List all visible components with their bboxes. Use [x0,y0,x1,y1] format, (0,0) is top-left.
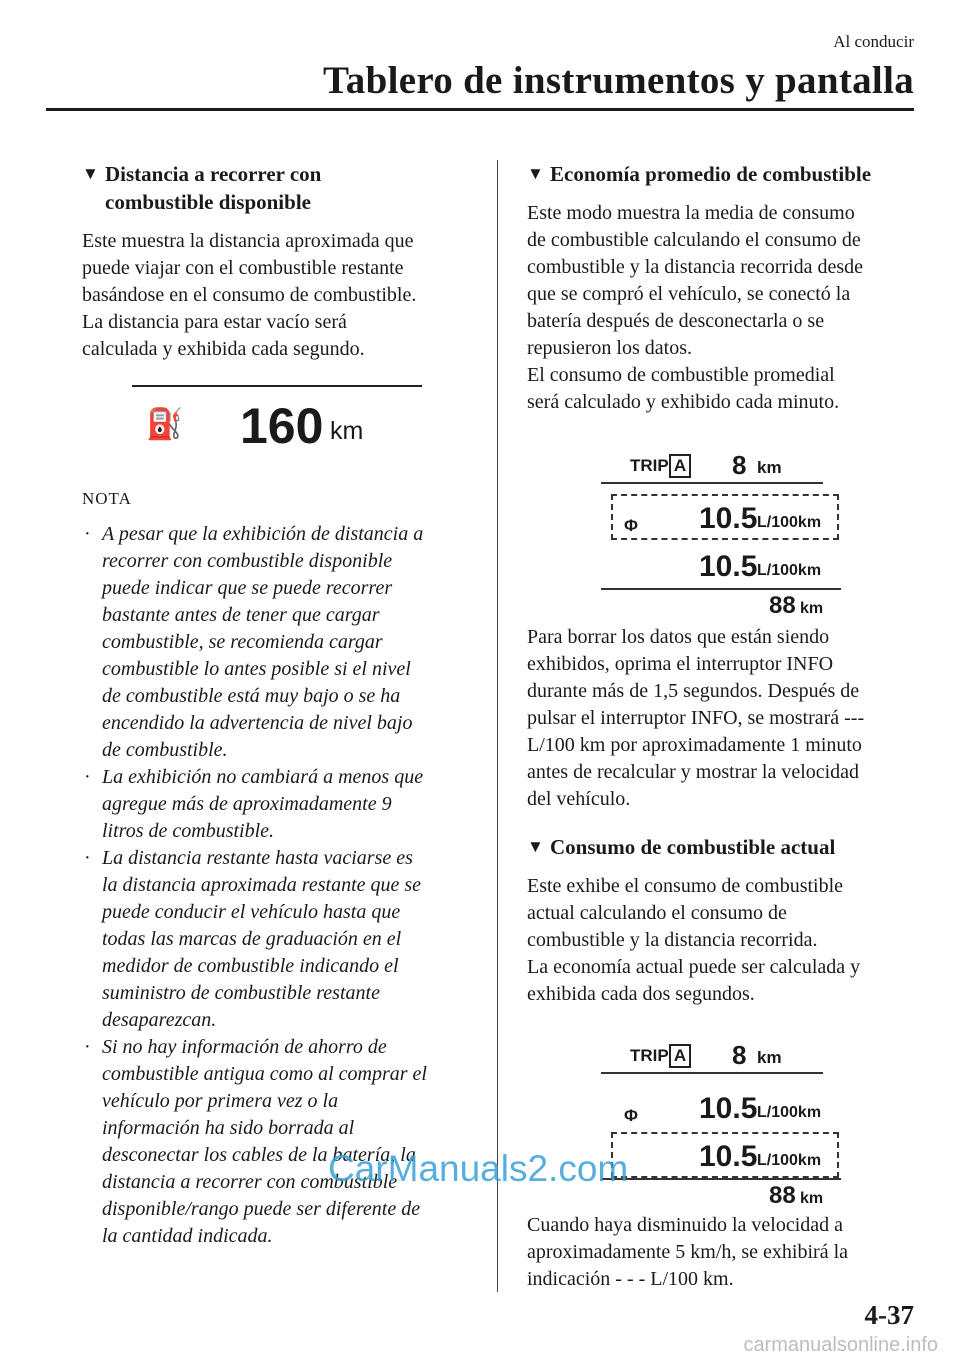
distance-value: 160 [240,398,324,454]
text-line: Este modo muestra la media de consumo [527,202,855,224]
current-value: 10.5 [699,1140,758,1173]
nota-bullet [82,521,474,764]
section-heading-current [527,833,917,861]
text-line: Este exhibe el consumo de combustible [527,875,844,897]
watermark: CarManuals2.com [328,1148,629,1189]
text-line: de combustible está muy bajo o se ha [102,685,401,707]
triangle-down-icon: ▼ [82,164,99,183]
text-line: combustible lo antes posible si el nivel [102,658,411,680]
text-line: encendido la advertencia de nivel bajo [102,712,413,734]
display-rule [601,1178,841,1180]
text-line: desaparezcan. [102,1009,217,1031]
average-paragraph [527,200,917,416]
text-line: antes de recalcular y mostrar la velocidad [527,761,860,783]
text-line: agregue más de aproximadamente 9 [102,793,392,815]
text-line: A pesar que la exhibición de distancia a [102,523,424,545]
text-line: distancia a recorrer con combustible [102,1171,398,1193]
text-line: exhibida cada dos segundos. [527,983,755,1005]
text-line: indicación - - - L/100 km. [527,1268,734,1290]
text-line: puede indicar que se puede recorrer [102,577,393,599]
bullet-dot: · [84,1036,91,1058]
text-line: exhibidos, oprima el interruptor INFO [527,653,834,675]
text-line: Este muestra la distancia aproximada que [82,230,414,252]
current-unit: L/100km [757,1152,822,1169]
text-line: La distancia restante hasta vaciarse es [102,847,413,869]
intro-paragraph [82,228,474,363]
heading-text: Consumo de combustible actual [550,835,836,859]
trip-value: 88 [769,1182,796,1209]
text-line: combustible y la distancia recorrida. [527,929,818,951]
figure-rule [132,385,422,387]
odo-unit: km [757,1048,782,1067]
text-line: del vehículo. [527,788,631,810]
text-line: pulsar el interruptor INFO, se mostrará --- [527,707,865,729]
fuel-pump-icon: ⛽ [146,407,184,442]
text-line: litros de combustible. [102,820,275,842]
text-line: de combustible calculando el consumo de [527,229,861,251]
trip-label: TRIP [630,456,669,475]
text-line: que se compró el vehículo, se conectó la [527,283,851,305]
section-heading-distance [82,160,474,216]
text-line: recorrer con combustible disponible [102,550,393,572]
text-line: la distancia aproximada restante que se [102,874,422,896]
text-line: La economía actual puede ser calculada y [527,956,861,978]
triangle-down-icon: ▼ [527,164,544,183]
current-paragraph [527,873,917,1008]
text-line: combustible y la distancia recorrida desde [527,256,863,278]
average-unit: L/100km [757,514,822,531]
distance-figure [82,385,474,475]
heading-line: combustible disponible [105,190,311,214]
text-line: calculada y exhibida cada segundo. [82,338,365,360]
average-unit: L/100km [757,1104,822,1121]
text-line: desconectar los cables de la batería, la [102,1144,416,1166]
nota-bullets [82,521,474,1250]
text-line: será calculado y exhibido cada minuto. [527,391,840,413]
section-label: Al conducir [833,32,914,51]
trip-letter: A [669,1044,691,1068]
text-line: L/100 km por aproximadamente 1 minuto [527,734,862,756]
odo-value: 8 [732,1040,747,1070]
text-line: La distancia para estar vacío será [82,311,347,333]
current-unit: L/100km [757,562,822,579]
display-rule [601,588,841,590]
page-number: 4-37 [864,1300,914,1330]
nota-label: NOTA [82,489,132,508]
text-line: El consumo de combustible promedial [527,364,835,386]
current-value: 10.5 [699,550,758,583]
odo-unit: km [757,458,782,477]
text-line: La exhibición no cambiará a menos que [102,766,424,788]
average-value: 10.5 [699,502,758,535]
phi-symbol: Φ [624,516,638,535]
bullet-dot: · [84,523,91,545]
section-heading-average [527,160,917,188]
text-line: bastante antes de tener que cargar [102,604,380,626]
display-rule [601,1072,823,1074]
text-line: batería después de desconectarla o se [527,310,825,332]
trip-label: TRIP [630,1046,669,1065]
reset-paragraph [527,624,917,813]
nota-bullet [82,845,474,1034]
display-rule [601,482,823,484]
text-line: la cantidad indicada. [102,1225,273,1247]
header-rule [46,108,914,111]
trip-unit: km [800,600,824,617]
nota-bullet [82,1034,474,1250]
text-line: Si no hay información de ahorro de [102,1036,387,1058]
phi-symbol: Φ [624,1106,638,1125]
text-line: disponible/rango puede ser diferente de [102,1198,421,1220]
text-line: de combustible. [102,739,228,761]
text-line: durante más de 1,5 segundos. Después de [527,680,860,702]
text-line: puede viajar con el combustible restante [82,257,404,279]
footer-watermark: carmanualsonline.info [743,1334,938,1356]
text-line: Para borrar los datos que están siendo [527,626,830,648]
trip-letter: A [669,454,691,478]
low-speed-paragraph [527,1212,917,1293]
display-figure-average [527,444,917,619]
bullet-dot: · [84,847,91,869]
odo-value: 8 [732,450,747,480]
trip-value: 88 [769,592,796,619]
left-column [82,160,474,1250]
text-line: combustible, se recomienda cargar [102,631,383,653]
bullet-dot: · [84,766,91,788]
right-column [527,160,917,1293]
trip-unit: km [800,1190,824,1207]
text-line: medidor de combustible indicando el [102,955,399,977]
nota-bullet [82,764,474,845]
heading-line: Distancia a recorrer con [105,162,322,186]
text-line: información ha sido borrada al [102,1117,355,1139]
text-line: puede conducir el vehículo hasta que [102,901,401,923]
triangle-down-icon: ▼ [527,837,544,856]
text-line: Cuando haya disminuido la velocidad a [527,1214,844,1236]
distance-unit: km [330,417,364,445]
heading-text: Economía promedio de combustible [550,162,872,186]
column-divider [497,160,498,1292]
text-line: basándose en el consumo de combustible. [82,284,417,306]
chapter-title: Tablero de instrumentos y pantalla [323,59,914,102]
text-line: vehículo por primera vez o la [102,1090,339,1112]
text-line: actual calculando el consumo de [527,902,787,924]
average-value: 10.5 [699,1092,758,1125]
text-line: repusieron los datos. [527,337,692,359]
text-line: suministro de combustible restante [102,982,380,1004]
text-line: combustible antigua como al comprar el [102,1063,427,1085]
text-line: todas las marcas de graduación en el [102,928,402,950]
text-line: aproximadamente 5 km/h, se exhibirá la [527,1241,849,1263]
